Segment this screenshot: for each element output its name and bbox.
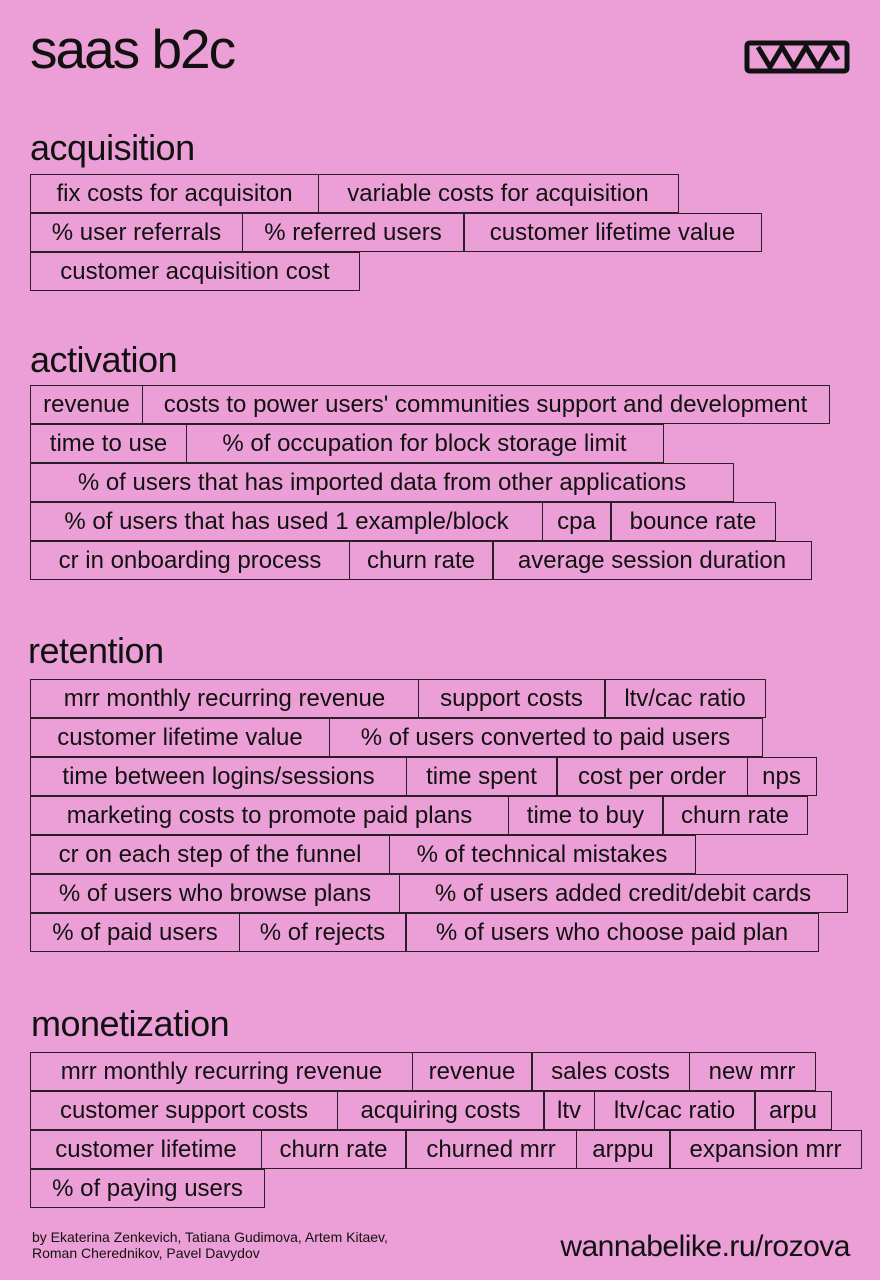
metric-tag: % of technical mistakes [389, 835, 696, 874]
metric-tag: % of users that has imported data from other applications [30, 463, 734, 502]
section-title-acquisition: acquisition [30, 127, 195, 168]
zigzag-brand-logo [744, 40, 850, 74]
metric-tag: customer lifetime value [463, 213, 762, 252]
tag-row [30, 913, 818, 952]
metric-tag: % of occupation for block storage limit [186, 424, 664, 463]
metric-tag: churned mrr [405, 1130, 577, 1169]
metric-tag: average session duration [492, 541, 812, 580]
metric-tag: customer lifetime [30, 1130, 262, 1169]
tag-row [30, 796, 807, 835]
metric-tag: acquiring costs [337, 1091, 545, 1130]
metric-tag: sales costs [531, 1052, 690, 1091]
metric-tag: % of paid users [30, 913, 240, 952]
credits-line: by Ekaterina Zenkevich, Tatiana Gudimova, Artem Kitaev, [32, 1229, 388, 1245]
tag-row [30, 463, 733, 502]
metric-tag: time between logins/sessions [30, 757, 407, 796]
metric-tag: mrr monthly recurring revenue [30, 679, 419, 718]
metric-tag: expansion mrr [669, 1130, 862, 1169]
section-title-retention: retention [28, 630, 164, 671]
metric-tag: customer lifetime value [30, 718, 330, 757]
metric-tag: costs to power users' communities support and development [142, 385, 830, 424]
tag-row [30, 874, 846, 913]
tag-row [30, 174, 677, 213]
tag-row [30, 1091, 831, 1130]
metric-tag: % of users converted to paid users [329, 718, 763, 757]
metric-tag: cpa [542, 502, 612, 541]
metric-tag: mrr monthly recurring revenue [30, 1052, 413, 1091]
credits-line: Roman Cherednikov, Pavel Davydov [32, 1245, 260, 1261]
metric-tag: ltv/cac ratio [604, 679, 766, 718]
metric-tag: marketing costs to promote paid plans [30, 796, 509, 835]
metric-tag: customer support costs [30, 1091, 338, 1130]
metric-tag: % of users who browse plans [30, 874, 400, 913]
credits [32, 1229, 388, 1261]
tag-row [30, 1052, 814, 1091]
website-url: wannabelike.ru/rozova [560, 1230, 850, 1263]
metric-tag: cost per order [556, 757, 748, 796]
metric-tag: time to buy [508, 796, 664, 835]
metric-tag: fix costs for acquisiton [30, 174, 319, 213]
tag-row [30, 1130, 861, 1169]
tag-row [30, 502, 775, 541]
metric-tag: cr in onboarding process [30, 541, 350, 580]
tag-row [30, 213, 761, 252]
metric-tag: revenue [412, 1052, 533, 1091]
section-title-activation: activation [30, 339, 178, 380]
metric-tag: cr on each step of the funnel [30, 835, 390, 874]
page-title: saas b2c [30, 18, 235, 80]
tag-row [30, 757, 815, 796]
metric-tag: churn rate [261, 1130, 407, 1169]
metric-tag: time spent [406, 757, 558, 796]
metric-tag: support costs [418, 679, 606, 718]
tag-row [30, 679, 765, 718]
metric-tag: nps [747, 757, 817, 796]
tag-row [30, 718, 761, 757]
metric-tag: % of users that has used 1 example/block [30, 502, 543, 541]
tag-row [30, 424, 662, 463]
section-title-monetization: monetization [31, 1003, 230, 1044]
metric-tag: bounce rate [610, 502, 776, 541]
metric-tag: arpu [754, 1091, 832, 1130]
metric-tag: % of paying users [30, 1169, 265, 1208]
metric-tag: % of users who choose paid plan [405, 913, 819, 952]
tag-row [30, 385, 828, 424]
tag-row [30, 835, 694, 874]
metric-tag: revenue [30, 385, 143, 424]
metric-tag: new mrr [689, 1052, 816, 1091]
tag-row [30, 541, 811, 580]
metric-tag: churn rate [349, 541, 494, 580]
metric-tag: % of rejects [239, 913, 407, 952]
metric-tag: % user referrals [30, 213, 243, 252]
metric-tag: ltv [543, 1091, 595, 1130]
metric-tag: churn rate [662, 796, 808, 835]
tag-row [30, 1169, 264, 1208]
metric-tag: variable costs for acquisition [318, 174, 679, 213]
tag-row [30, 252, 359, 291]
metric-tag: arppu [576, 1130, 671, 1169]
metric-tag: time to use [30, 424, 187, 463]
metric-tag: ltv/cac ratio [594, 1091, 756, 1130]
metric-tag: % referred users [242, 213, 465, 252]
metric-tag: customer acquisition cost [30, 252, 360, 291]
metric-tag: % of users added credit/debit cards [399, 874, 848, 913]
